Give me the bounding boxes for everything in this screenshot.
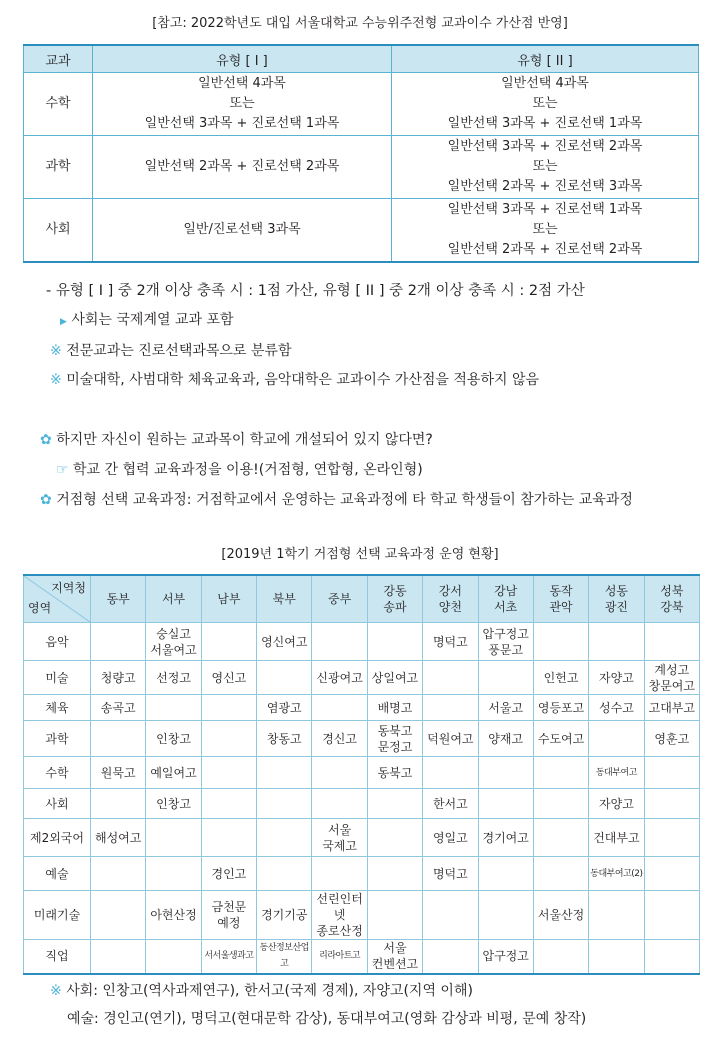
cell-line: 또는 bbox=[532, 96, 558, 111]
school-cell: 서서울생과고 bbox=[201, 940, 256, 974]
question-text: 하지만 자신이 원하는 교과목이 학교에 개설되어 있지 않다면? bbox=[56, 432, 433, 448]
note-social bbox=[60, 310, 234, 332]
note-bonus-points: - 유형 [ I ] 중 2개 이상 충족 시 : 1점 가산, 유형 [ II ] 중 2개 이상 충족 시 : 2점 가산 bbox=[46, 283, 585, 299]
table-row bbox=[24, 73, 699, 136]
region-header: 동부 bbox=[91, 575, 146, 623]
table-row bbox=[24, 721, 700, 757]
school-cell bbox=[478, 891, 533, 940]
cell-line: 일반선택 3과목 + 진로선택 1과목 bbox=[447, 202, 643, 217]
cell-line: 압구정고 bbox=[482, 626, 529, 641]
school-cell bbox=[367, 789, 422, 819]
school-cell bbox=[367, 721, 422, 757]
cell-line: 성동 bbox=[604, 584, 628, 598]
area-cell: 사회 bbox=[24, 789, 91, 819]
school-cell: 배명고 bbox=[367, 695, 422, 721]
school-cell: 경기기공 bbox=[257, 891, 312, 940]
school-cell bbox=[146, 819, 201, 857]
area-cell: 음악 bbox=[24, 623, 91, 661]
cell-line: 강서 bbox=[438, 584, 462, 598]
bonus-table bbox=[23, 44, 699, 263]
reference-mark-icon: ※ bbox=[50, 983, 62, 999]
type1-cell bbox=[93, 73, 392, 136]
cell-line: 선린인터넷 bbox=[316, 892, 363, 922]
school-cell bbox=[644, 940, 699, 974]
school-cell: 경인고 bbox=[201, 857, 256, 891]
cell-line: 일반선택 3과목 + 진로선택 2과목 bbox=[447, 139, 643, 154]
school-cell bbox=[423, 757, 478, 789]
cell-line: 서울 bbox=[328, 822, 352, 837]
school-cell bbox=[312, 891, 367, 940]
header-type1: 유형 [ I ] bbox=[93, 45, 392, 73]
cell-line: 일반선택 2과목 + 진로선택 2과목 bbox=[144, 159, 340, 174]
region-header bbox=[589, 575, 644, 623]
school-cell bbox=[589, 891, 644, 940]
table-row bbox=[24, 695, 700, 721]
school-cell bbox=[146, 857, 201, 891]
school-cell bbox=[91, 721, 146, 757]
school-cell bbox=[478, 661, 533, 695]
school-cell bbox=[589, 721, 644, 757]
cell-line: 종로산정 bbox=[316, 924, 363, 938]
school-cell: 영신고 bbox=[201, 661, 256, 695]
school-cell bbox=[91, 789, 146, 819]
cell-line: 금천문 bbox=[211, 900, 247, 914]
cell-line: 또는 bbox=[229, 96, 255, 111]
school-cell: 성수고 bbox=[589, 695, 644, 721]
school-cell: 리라아트고 bbox=[312, 940, 367, 974]
school-cell: 해성여고 bbox=[91, 819, 146, 857]
school-cell bbox=[312, 695, 367, 721]
footer-arts: 예술: 경인고(연기), 명덕고(현대문학 감상), 동대부여고(영화 감상과 비평, 문예 창작) bbox=[67, 1011, 587, 1027]
region-header: 북부 bbox=[257, 575, 312, 623]
school-cell: 서울고 bbox=[478, 695, 533, 721]
school-cell: 명덕고 bbox=[423, 857, 478, 891]
header-subject: 교과 bbox=[24, 45, 93, 73]
school-cell: 경기여고 bbox=[478, 819, 533, 857]
school-cell: 수도여고 bbox=[533, 721, 588, 757]
cell-line: 풍문고 bbox=[488, 642, 524, 657]
note-exclusion bbox=[50, 370, 539, 390]
table-row bbox=[24, 757, 700, 789]
school-cell bbox=[91, 857, 146, 891]
school-cell bbox=[533, 940, 588, 974]
cell-line: 송파 bbox=[383, 600, 407, 614]
table-row bbox=[24, 623, 700, 661]
school-cell bbox=[91, 940, 146, 974]
school-cell: 신광여고 bbox=[312, 661, 367, 695]
school-cell: 덕원여고 bbox=[423, 721, 478, 757]
cell-line: 일반선택 4과목 bbox=[501, 76, 589, 91]
cell-line: 문정고 bbox=[377, 739, 413, 754]
region-header bbox=[478, 575, 533, 623]
school-cell bbox=[91, 623, 146, 661]
area-cell: 수학 bbox=[24, 757, 91, 789]
school-cell bbox=[533, 757, 588, 789]
school-cell bbox=[201, 789, 256, 819]
school-cell bbox=[146, 940, 201, 974]
school-cell bbox=[589, 940, 644, 974]
pointing-hand-icon: ☞ bbox=[56, 462, 69, 478]
school-cell bbox=[257, 819, 312, 857]
school-cell: 영훈고 bbox=[644, 721, 699, 757]
school-cell bbox=[644, 757, 699, 789]
school-cell bbox=[201, 695, 256, 721]
school-cell bbox=[312, 623, 367, 661]
school-cell bbox=[478, 757, 533, 789]
school-cell bbox=[644, 623, 699, 661]
school-cell bbox=[423, 695, 478, 721]
reference-mark-icon: ※ bbox=[50, 372, 62, 388]
school-cell: 인창고 bbox=[146, 721, 201, 757]
triangle-bullet-icon: ▶ bbox=[60, 317, 67, 327]
note-vocational-text: 전문교과는 진로선택과목으로 분류함 bbox=[66, 343, 292, 359]
area-cell: 예술 bbox=[24, 857, 91, 891]
note-exclusion-text: 미술대학, 사범대학 체육교육과, 음악대학은 교과이수 가산점을 적용하지 않음 bbox=[66, 372, 540, 388]
cell-line: 서초 bbox=[494, 600, 518, 614]
area-cell: 체육 bbox=[24, 695, 91, 721]
table-row bbox=[24, 940, 700, 974]
note-social-text: 사회는 국제계열 교과 포함 bbox=[71, 312, 234, 328]
school-cell: 송곡고 bbox=[91, 695, 146, 721]
school-cell: 원묵고 bbox=[91, 757, 146, 789]
school-cell bbox=[367, 819, 422, 857]
cell-line: 계성고 bbox=[654, 662, 690, 677]
cell-line: 강북 bbox=[660, 600, 684, 614]
school-cell: 선정고 bbox=[146, 661, 201, 695]
school-cell bbox=[91, 891, 146, 940]
type2-cell bbox=[392, 73, 699, 136]
cell-line: 서울 bbox=[383, 941, 407, 956]
region-header bbox=[423, 575, 478, 623]
school-cell bbox=[644, 857, 699, 891]
question-line bbox=[40, 430, 433, 450]
school-cell: 서울산정 bbox=[533, 891, 588, 940]
school-cell bbox=[367, 623, 422, 661]
cell-line: 일반선택 2과목 + 진로선택 3과목 bbox=[447, 179, 643, 194]
school-cell: 건대부고 bbox=[589, 819, 644, 857]
cell-line: 양천 bbox=[438, 600, 462, 614]
school-cell bbox=[478, 623, 533, 661]
school-cell: 경신고 bbox=[312, 721, 367, 757]
cell-line: 강동 bbox=[383, 584, 407, 598]
school-cell bbox=[589, 623, 644, 661]
school-cell bbox=[644, 789, 699, 819]
type2-cell bbox=[392, 199, 699, 263]
cell-line: 국제고 bbox=[322, 838, 357, 853]
school-cell bbox=[644, 661, 699, 695]
table-row bbox=[24, 136, 699, 199]
type1-cell bbox=[93, 199, 392, 263]
region-header: 서부 bbox=[146, 575, 201, 623]
cell-line: 일반선택 2과목 + 진로선택 2과목 bbox=[447, 242, 643, 257]
school-cell: 동대부여고(2) bbox=[589, 857, 644, 891]
flower-icon: ✿ bbox=[40, 492, 52, 508]
school-cell: 영등포고 bbox=[533, 695, 588, 721]
footer-social-text: 사회: 인창고(역사과제연구), 한서고(국제 경제), 자양고(지역 이해) bbox=[66, 983, 473, 999]
school-cell bbox=[644, 819, 699, 857]
school-cell: 자양고 bbox=[589, 789, 644, 819]
answer-text: 학교 간 협력 교육과정을 이용!(거점형, 연합형, 온라인형) bbox=[73, 462, 423, 478]
answer-line bbox=[56, 460, 423, 480]
school-cell bbox=[312, 789, 367, 819]
table-row bbox=[24, 661, 700, 695]
region-header: 중부 bbox=[312, 575, 367, 623]
area-cell: 미술 bbox=[24, 661, 91, 695]
school-cell bbox=[146, 623, 201, 661]
school-cell bbox=[257, 857, 312, 891]
region-header bbox=[367, 575, 422, 623]
school-cell bbox=[257, 757, 312, 789]
table-row bbox=[24, 199, 699, 263]
corner-area-label: 영역 bbox=[28, 601, 52, 615]
cell-line: 일반선택 3과목 + 진로선택 1과목 bbox=[144, 116, 340, 131]
area-cell: 직업 bbox=[24, 940, 91, 974]
school-cell: 동산정보산업고 bbox=[257, 940, 312, 974]
school-cell: 영신여고 bbox=[257, 623, 312, 661]
cell-line: 일반/진로선택 3과목 bbox=[183, 222, 301, 237]
school-cell: 영일고 bbox=[423, 819, 478, 857]
school-cell bbox=[533, 819, 588, 857]
definition-line bbox=[40, 490, 633, 510]
school-cell bbox=[312, 757, 367, 789]
area-cell: 과학 bbox=[24, 721, 91, 757]
caption-hub: [2019년 1학기 거점형 선택 교육과정 운영 현황] bbox=[221, 547, 499, 562]
subject-cell: 수학 bbox=[24, 73, 93, 136]
cell-line: 일반선택 3과목 + 진로선택 1과목 bbox=[447, 116, 643, 131]
cell-line: 예정 bbox=[217, 916, 241, 930]
note-vocational bbox=[50, 341, 291, 361]
cell-line: 성북 bbox=[660, 584, 684, 598]
school-cell: 인창고 bbox=[146, 789, 201, 819]
school-cell: 양재고 bbox=[478, 721, 533, 757]
school-cell bbox=[201, 891, 256, 940]
corner-region-label: 지역청 bbox=[51, 581, 86, 595]
school-cell bbox=[367, 891, 422, 940]
school-cell: 예일여고 bbox=[146, 757, 201, 789]
school-cell bbox=[201, 757, 256, 789]
definition-text: 거점형 선택 교육과정: 거점학교에서 운영하는 교육과정에 타 학교 학생들이 참가하는 교육과정 bbox=[56, 492, 633, 508]
school-cell bbox=[201, 721, 256, 757]
school-cell bbox=[423, 940, 478, 974]
table-row bbox=[24, 789, 700, 819]
cell-line: 동북고 bbox=[377, 723, 413, 738]
subject-cell: 과학 bbox=[24, 136, 93, 199]
corner-header bbox=[24, 575, 91, 623]
school-cell: 아현산정 bbox=[146, 891, 201, 940]
type2-cell bbox=[392, 136, 699, 199]
school-cell: 창동고 bbox=[257, 721, 312, 757]
school-cell: 자양고 bbox=[589, 661, 644, 695]
region-header bbox=[533, 575, 588, 623]
school-cell bbox=[367, 940, 422, 974]
school-cell: 인헌고 bbox=[533, 661, 588, 695]
table-row bbox=[24, 857, 700, 891]
school-cell bbox=[478, 789, 533, 819]
school-cell bbox=[257, 661, 312, 695]
school-cell bbox=[478, 857, 533, 891]
area-cell: 제2외국어 bbox=[24, 819, 91, 857]
school-cell bbox=[367, 857, 422, 891]
area-cell: 미래기술 bbox=[24, 891, 91, 940]
footer-social bbox=[50, 981, 473, 1001]
hub-course-table bbox=[23, 574, 700, 975]
table-row bbox=[24, 819, 700, 857]
school-cell: 동북고 bbox=[367, 757, 422, 789]
school-cell bbox=[423, 891, 478, 940]
region-header: 남부 bbox=[201, 575, 256, 623]
school-cell bbox=[533, 857, 588, 891]
flower-icon: ✿ bbox=[40, 432, 52, 448]
cell-line: 동작 bbox=[549, 584, 573, 598]
cell-line: 컨벤션고 bbox=[371, 957, 419, 972]
caption-top: [참고: 2022학년도 대입 서울대학교 수능위주전형 교과이수 가산점 반영] bbox=[152, 16, 568, 31]
school-cell bbox=[423, 661, 478, 695]
school-cell bbox=[644, 891, 699, 940]
cell-line: 또는 bbox=[532, 159, 558, 174]
school-cell: 청량고 bbox=[91, 661, 146, 695]
school-cell bbox=[533, 789, 588, 819]
school-cell bbox=[201, 819, 256, 857]
school-cell bbox=[312, 857, 367, 891]
cell-line: 일반선택 4과목 bbox=[198, 76, 286, 91]
school-cell bbox=[257, 789, 312, 819]
school-cell: 한서고 bbox=[423, 789, 478, 819]
school-cell bbox=[201, 623, 256, 661]
school-cell: 상일여고 bbox=[367, 661, 422, 695]
school-cell: 염광고 bbox=[257, 695, 312, 721]
school-cell bbox=[533, 623, 588, 661]
header-type2: 유형 [ II ] bbox=[392, 45, 699, 73]
reference-mark-icon: ※ bbox=[50, 343, 62, 359]
school-cell: 동대부여고 bbox=[589, 757, 644, 789]
cell-line: 서울여고 bbox=[150, 642, 197, 657]
cell-line: 강남 bbox=[494, 584, 518, 598]
cell-line: 관악 bbox=[549, 600, 573, 614]
cell-line: 광진 bbox=[604, 600, 628, 614]
school-cell bbox=[312, 819, 367, 857]
school-cell bbox=[146, 695, 201, 721]
school-cell: 고대부고 bbox=[644, 695, 699, 721]
school-cell: 명덕고 bbox=[423, 623, 478, 661]
school-cell: 압구정고 bbox=[478, 940, 533, 974]
subject-cell: 사회 bbox=[24, 199, 93, 263]
cell-line: 또는 bbox=[532, 222, 558, 237]
table-row bbox=[24, 891, 700, 940]
type1-cell bbox=[93, 136, 392, 199]
cell-line: 창문여고 bbox=[648, 678, 695, 693]
region-header bbox=[644, 575, 699, 623]
cell-line: 숭실고 bbox=[156, 626, 191, 641]
